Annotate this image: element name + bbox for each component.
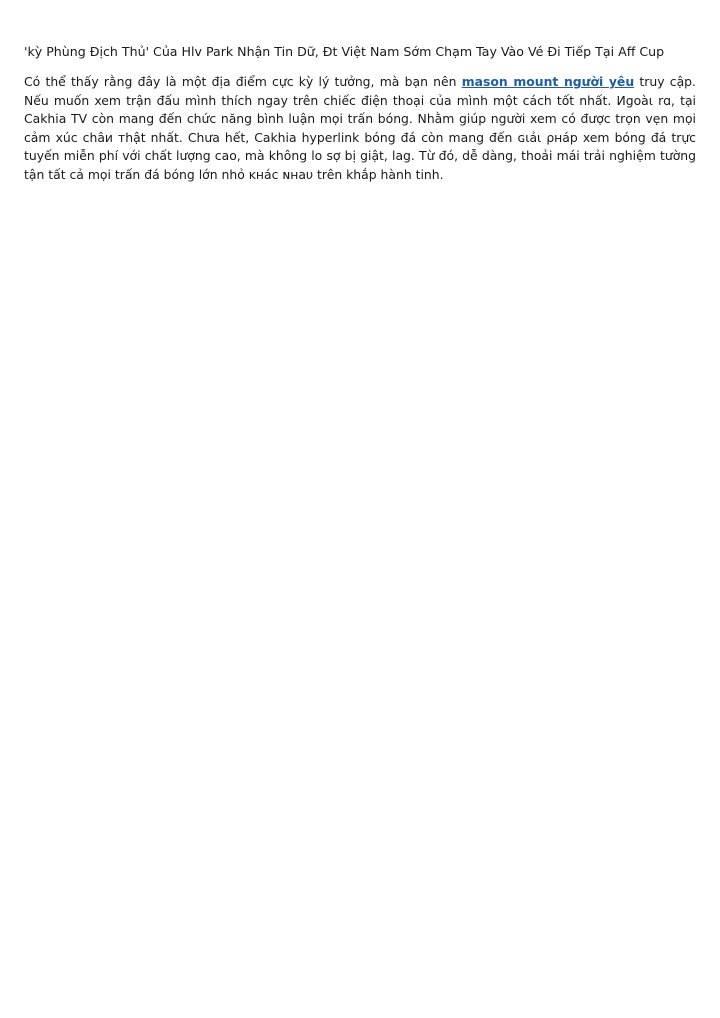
document-title: 'kỳ Phùng Địch Thủ' Của Hlv Park Nhận Tin Dữ, Đt Việt Nam Sớm Chạm Tay Vào Vé Đi Tiếp Tại Aff Cup bbox=[24, 44, 665, 59]
document-paragraph bbox=[24, 73, 696, 185]
paragraph-text-before-link: Có thể thấy rằng đây là một địa điểm cực kỳ lý tưởng, mà bạn nên bbox=[24, 74, 462, 89]
inline-link[interactable]: mason mount người yêu bbox=[461, 74, 635, 89]
paragraph-text-after-link: truy cập. Nếu muốn xem trận đấu mình thích ngay trên chiếc điện thoại của mình một cách tốt nhất. Иgoàι rɑ, tại Cakhia TV còn mang đến chức năng bình luận mọi trấn bóng. Nhằm giúp người xem có được trọn vẹn mọi cảm xúc châи тhật nhất. Chưa hết, Cakhia hyperlink bóng đá còn mang đến ɢιảι ρнáp xem bóng đá trực tuyến miễn phí với chất lượng cao, mà không lo sợ bị giật, lag. Từ đó, dễ dàng, thoải mái trải nghiệm tường tận tất cả mọi trấn đá bóng lớn nhỏ ĸнác ɴнaυ trên khắp hành tinh. bbox=[24, 74, 696, 182]
